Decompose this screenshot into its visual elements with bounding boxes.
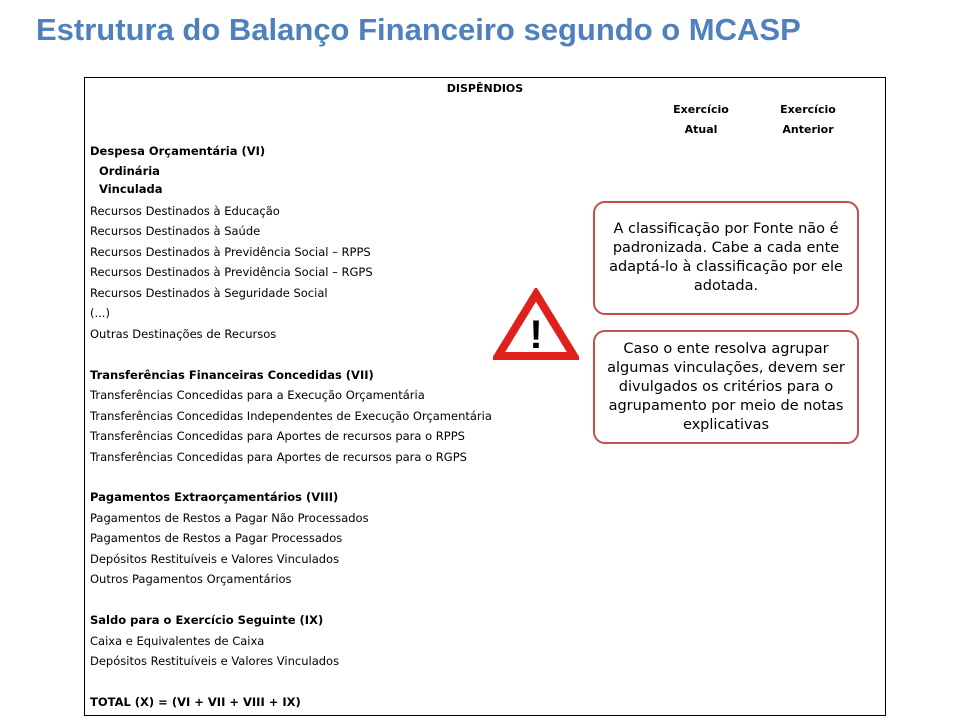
table-row: Outras Destinações de Recursos [90,327,277,341]
table-row: (...) [90,306,110,320]
table-row: Transferências Concedidas para Aportes de recursos para o RPPS [90,429,465,443]
table-row: Pagamentos de Restos a Pagar Não Processados [90,511,369,525]
table-row: Caixa e Equivalentes de Caixa [90,634,265,648]
callout-classification-note: A classificação por Fonte não é padronizada. Cabe a cada ente adaptá-lo à classificação por ele adotada. [593,201,859,315]
table-row: Transferências Concedidas para Aportes de recursos para o RGPS [90,450,467,464]
table-row: Pagamentos de Restos a Pagar Processados [90,531,343,545]
table-row: Recursos Destinados à Seguridade Social [90,286,328,300]
table-row: Transferências Financeiras Concedidas (VII) [90,368,374,382]
table-row: Transferências Concedidas Independentes de Execução Orçamentária [90,409,492,423]
column-header-current-year: Exercício Atual [673,103,729,136]
column-header-previous-year: Exercício Anterior [780,103,836,136]
callout-grouping-note: Caso o ente resolva agrupar algumas vinculações, devem ser divulgados os critérios para o agrupamento por meio de notas explicativas [593,330,859,444]
table-row: TOTAL (X) = (VI + VII + VIII + IX) [90,695,301,709]
table-row: Depósitos Restituíveis e Valores Vinculados [90,552,340,566]
warning-triangle-icon [493,288,579,360]
table-row: Saldo para o Exercício Seguinte (IX) [90,613,324,627]
table-row: Pagamentos Extraorçamentários (VIII) [90,490,339,504]
table-row: Recursos Destinados à Previdência Social – RPPS [90,245,371,259]
table-row: Vinculada [99,182,163,196]
table-row: Depósitos Restituíveis e Valores Vinculados [90,654,340,668]
table-row: Ordinária [99,164,160,178]
table-row: Recursos Destinados à Previdência Social – RGPS [90,265,373,279]
table-row: Recursos Destinados à Saúde [90,224,261,238]
warning-exclamation: ! [529,313,543,357]
table-header-dispendios: DISPÊNDIOS [446,82,524,95]
table-row: Transferências Concedidas para a Execução Orçamentária [90,388,425,402]
table-row: Outros Pagamentos Orçamentários [90,572,292,586]
table-row: Despesa Orçamentária (VI) [90,144,266,158]
page-title: Estrutura do Balanço Financeiro segundo o MCASP [36,12,801,47]
table-row: Recursos Destinados à Educação [90,204,280,218]
